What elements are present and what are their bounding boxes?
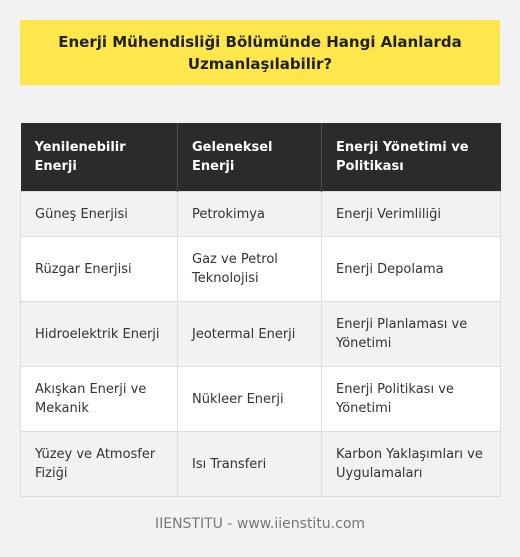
footer-credit: IIENSTITU - www.iienstitu.com bbox=[154, 516, 366, 532]
column-header-management: Enerji Yönetimi ve Politikası bbox=[322, 123, 501, 192]
table-cell: Petrokimya bbox=[178, 192, 322, 237]
title-banner bbox=[20, 20, 500, 85]
table-row bbox=[21, 432, 501, 497]
table-cell: Jeotermal Enerji bbox=[178, 302, 322, 367]
table-row bbox=[21, 367, 501, 432]
table-cell: Isı Transferi bbox=[178, 432, 322, 497]
table-row bbox=[21, 192, 501, 237]
table-cell: Enerji Planlaması ve Yönetimi bbox=[322, 302, 501, 367]
table-cell: Nükleer Enerji bbox=[178, 367, 322, 432]
table-cell: Rüzgar Enerjisi bbox=[21, 237, 178, 302]
table-cell: Enerji Politikası ve Yönetimi bbox=[322, 367, 501, 432]
table-cell: Güneş Enerjisi bbox=[21, 192, 178, 237]
table-cell: Enerji Verimliliği bbox=[322, 192, 501, 237]
table-cell: Gaz ve Petrol Teknolojisi bbox=[178, 237, 322, 302]
table-row bbox=[21, 237, 501, 302]
column-header-renewable: Yenilenebilir Enerji bbox=[21, 123, 178, 192]
column-header-conventional: Geleneksel Enerji bbox=[178, 123, 322, 192]
page-title: Enerji Mühendisliği Bölümünde Hangi Alanlarda Uzmanlaşılabilir? bbox=[58, 32, 462, 73]
table-row bbox=[21, 302, 501, 367]
table-cell: Karbon Yaklaşımları ve Uygulamaları bbox=[322, 432, 501, 497]
table-cell: Enerji Depolama bbox=[322, 237, 501, 302]
table-cell: Yüzey ve Atmosfer Fiziği bbox=[21, 432, 178, 497]
specialization-table bbox=[20, 123, 501, 497]
table-header-row bbox=[21, 123, 501, 192]
table-cell: Akışkan Enerji ve Mekanik bbox=[21, 367, 178, 432]
table-cell: Hidroelektrik Enerji bbox=[21, 302, 178, 367]
